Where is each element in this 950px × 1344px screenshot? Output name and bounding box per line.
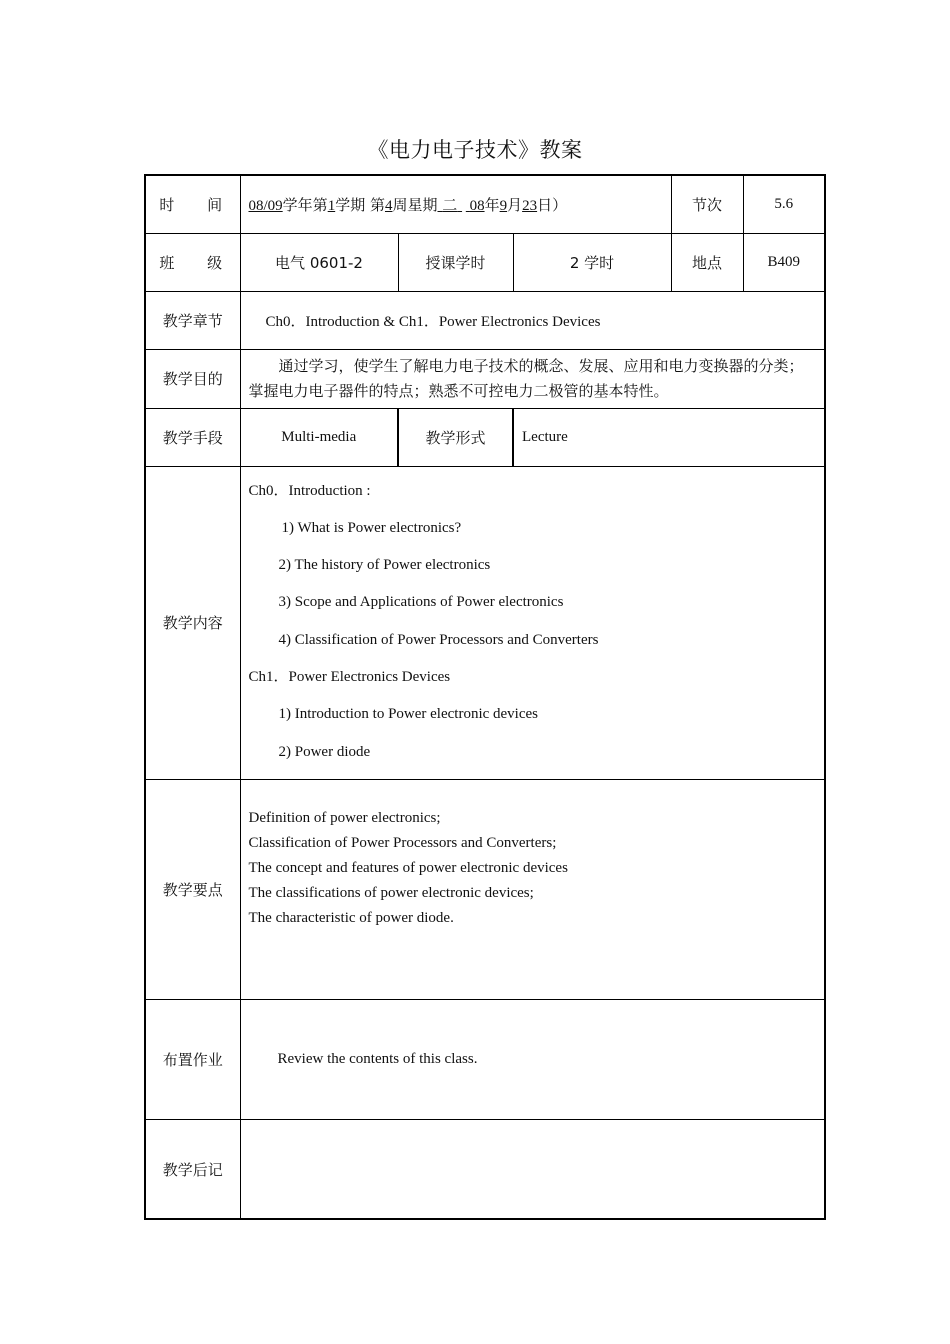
row-notes [145, 1119, 825, 1219]
label-chapter: 教学章节 [145, 291, 240, 349]
date-year [466, 198, 485, 214]
date-day: 23 [522, 197, 538, 214]
keypoint-item: Classification of Power Processors and Converters; [248, 834, 557, 851]
means-value: Multi-media [240, 408, 398, 466]
label-content: 教学内容 [145, 466, 240, 779]
row-content [145, 466, 825, 779]
list-item: 2) Power diode [278, 743, 371, 760]
date-year-value: 08 [469, 197, 485, 214]
date-month: 9 [499, 197, 508, 214]
list-item: 4) Classification of Power Processors and Converters [278, 631, 599, 648]
time-value [240, 175, 671, 233]
row-purpose [145, 349, 825, 408]
row-time [145, 175, 825, 233]
weekday [437, 196, 462, 214]
homework-value: Review the contents of this class. [240, 999, 825, 1119]
hours-value: 2 学时 [513, 233, 671, 291]
page-title: 《电力电子技术》教案 [367, 138, 583, 162]
form-value: Lecture [513, 408, 825, 466]
time-text: 日） [537, 195, 568, 214]
label-section: 节次 [671, 175, 743, 233]
time-text: 月 [507, 195, 523, 214]
term-number: 1 [327, 197, 336, 214]
list-item: 1) What is Power electronics? [281, 519, 462, 536]
label-homework: 布置作业 [145, 999, 240, 1119]
label-hours: 授课学时 [398, 233, 513, 291]
row-keypoints [145, 779, 825, 999]
content-value [240, 466, 825, 779]
row-homework [145, 999, 825, 1119]
label-class: 班 级 [145, 233, 240, 291]
notes-value [240, 1119, 825, 1219]
label-location: 地点 [671, 233, 743, 291]
keypoint-item: The classifications of power electronic devices; [248, 884, 534, 901]
time-text: 年 [484, 195, 500, 214]
row-class [145, 233, 825, 291]
time-text: 学年第 [282, 195, 328, 214]
time-text: 周星期 [392, 195, 438, 214]
label-purpose: 教学目的 [145, 349, 240, 408]
list-item: 2) The history of Power electronics [278, 557, 491, 574]
row-chapter [145, 291, 825, 349]
keypoint-item: Definition of power electronics; [248, 809, 441, 826]
row-means [145, 408, 825, 466]
label-notes: 教学后记 [145, 1119, 240, 1219]
label-time: 时 间 [145, 175, 240, 233]
keypoint-item: The characteristic of power diode. [248, 909, 454, 926]
chapter-value: Ch0．Introduction & Ch1．Power Electronics Devices [240, 291, 825, 349]
time-text: 学期 第 [335, 195, 385, 214]
location-value: B409 [743, 233, 825, 291]
week-number: 4 [384, 197, 393, 214]
chapter0-heading: Ch0．Introduction : [248, 482, 371, 499]
keypoint-item: The concept and features of power electronic devices [248, 859, 568, 876]
purpose-value: 通过学习，使学生了解电力电子技术的概念、发展、应用和电力变换器的分类；掌握电力电子器件的特点；熟悉不可控电力二极管的基本特性。 [240, 349, 825, 408]
keypoints-value [240, 779, 825, 999]
label-keypoints: 教学要点 [145, 779, 240, 999]
label-means: 教学手段 [145, 408, 240, 466]
list-item: 3) Scope and Applications of Power electronics [278, 594, 564, 611]
list-item: 1) Introduction to Power electronic devices [278, 706, 538, 723]
label-form: 教学形式 [398, 408, 513, 466]
school-year: 08/09 [248, 197, 283, 214]
class-value: 电气 0601-2 [240, 233, 398, 291]
chapter1-heading: Ch1．Power Electronics Devices [248, 668, 451, 685]
lesson-plan-table [144, 174, 826, 1220]
weekday-value: 二 [442, 195, 458, 214]
section-value: 5.6 [743, 175, 825, 233]
